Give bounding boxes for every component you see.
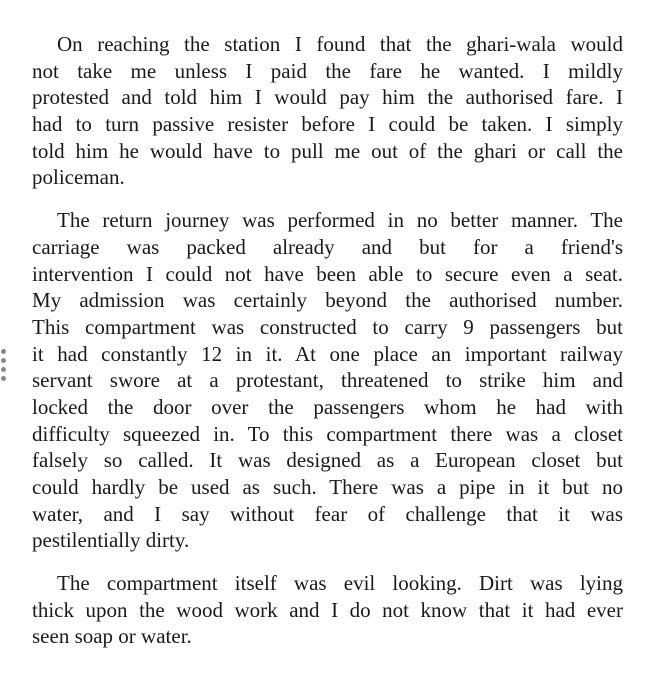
document-body [32,31,623,666]
text-line: protested and told him I would pay him the authorised fare. I [32,85,623,110]
paragraph [32,207,623,554]
paragraph [32,570,623,650]
text-line: told him he would have to pull me out of the ghari or call the [32,138,623,163]
text-line: carriage was packed already and but for a friend's [32,234,623,259]
text-line: policeman. [32,165,125,190]
handle-dot-icon [1,367,6,372]
text-line: servant swore at a protestant, threatened to strike him and [32,368,623,393]
text-line: not take me unless I paid the fare he wanted. I mildly [32,58,623,83]
text-line: locked the door over the passengers whom he had with [32,394,623,419]
text-line: thick upon the wood work and I do not know that it had ever [32,597,623,622]
text-line: The return journey was performed in no better manner. The [57,208,623,233]
handle-dot-icon [1,358,6,363]
text-line: pestilentially dirty. [32,528,190,553]
text-line: seen soap or water. [32,624,192,649]
handle-dot-icon [1,349,6,354]
text-line: falsely so called. It was designed as a European closet but [32,448,623,473]
text-line: The compartment itself was evil looking. Dirt was lying [57,571,623,596]
handle-dot-icon [1,376,6,381]
text-line: difficulty squeezed in. To this compartment there was a closet [32,421,623,446]
text-line: could hardly be used as such. There was a pipe in it but no [32,475,623,499]
text-line: had to turn passive resister before I could be taken. I simply [32,112,623,137]
text-line: This compartment was constructed to carry 9 passengers but [32,314,623,339]
text-line: intervention I could not have been able to secure even a seat. [32,261,623,286]
text-line: On reaching the station I found that the ghari-wala would [57,32,623,56]
text-line: My admission was certainly beyond the authorised number. [32,288,623,313]
paragraph [32,31,623,191]
text-line: it had constantly 12 in it. At one place an important railway [32,341,623,366]
text-line: water, and I say without fear of challenge that it was [32,501,623,526]
drag-handle[interactable] [0,349,8,389]
